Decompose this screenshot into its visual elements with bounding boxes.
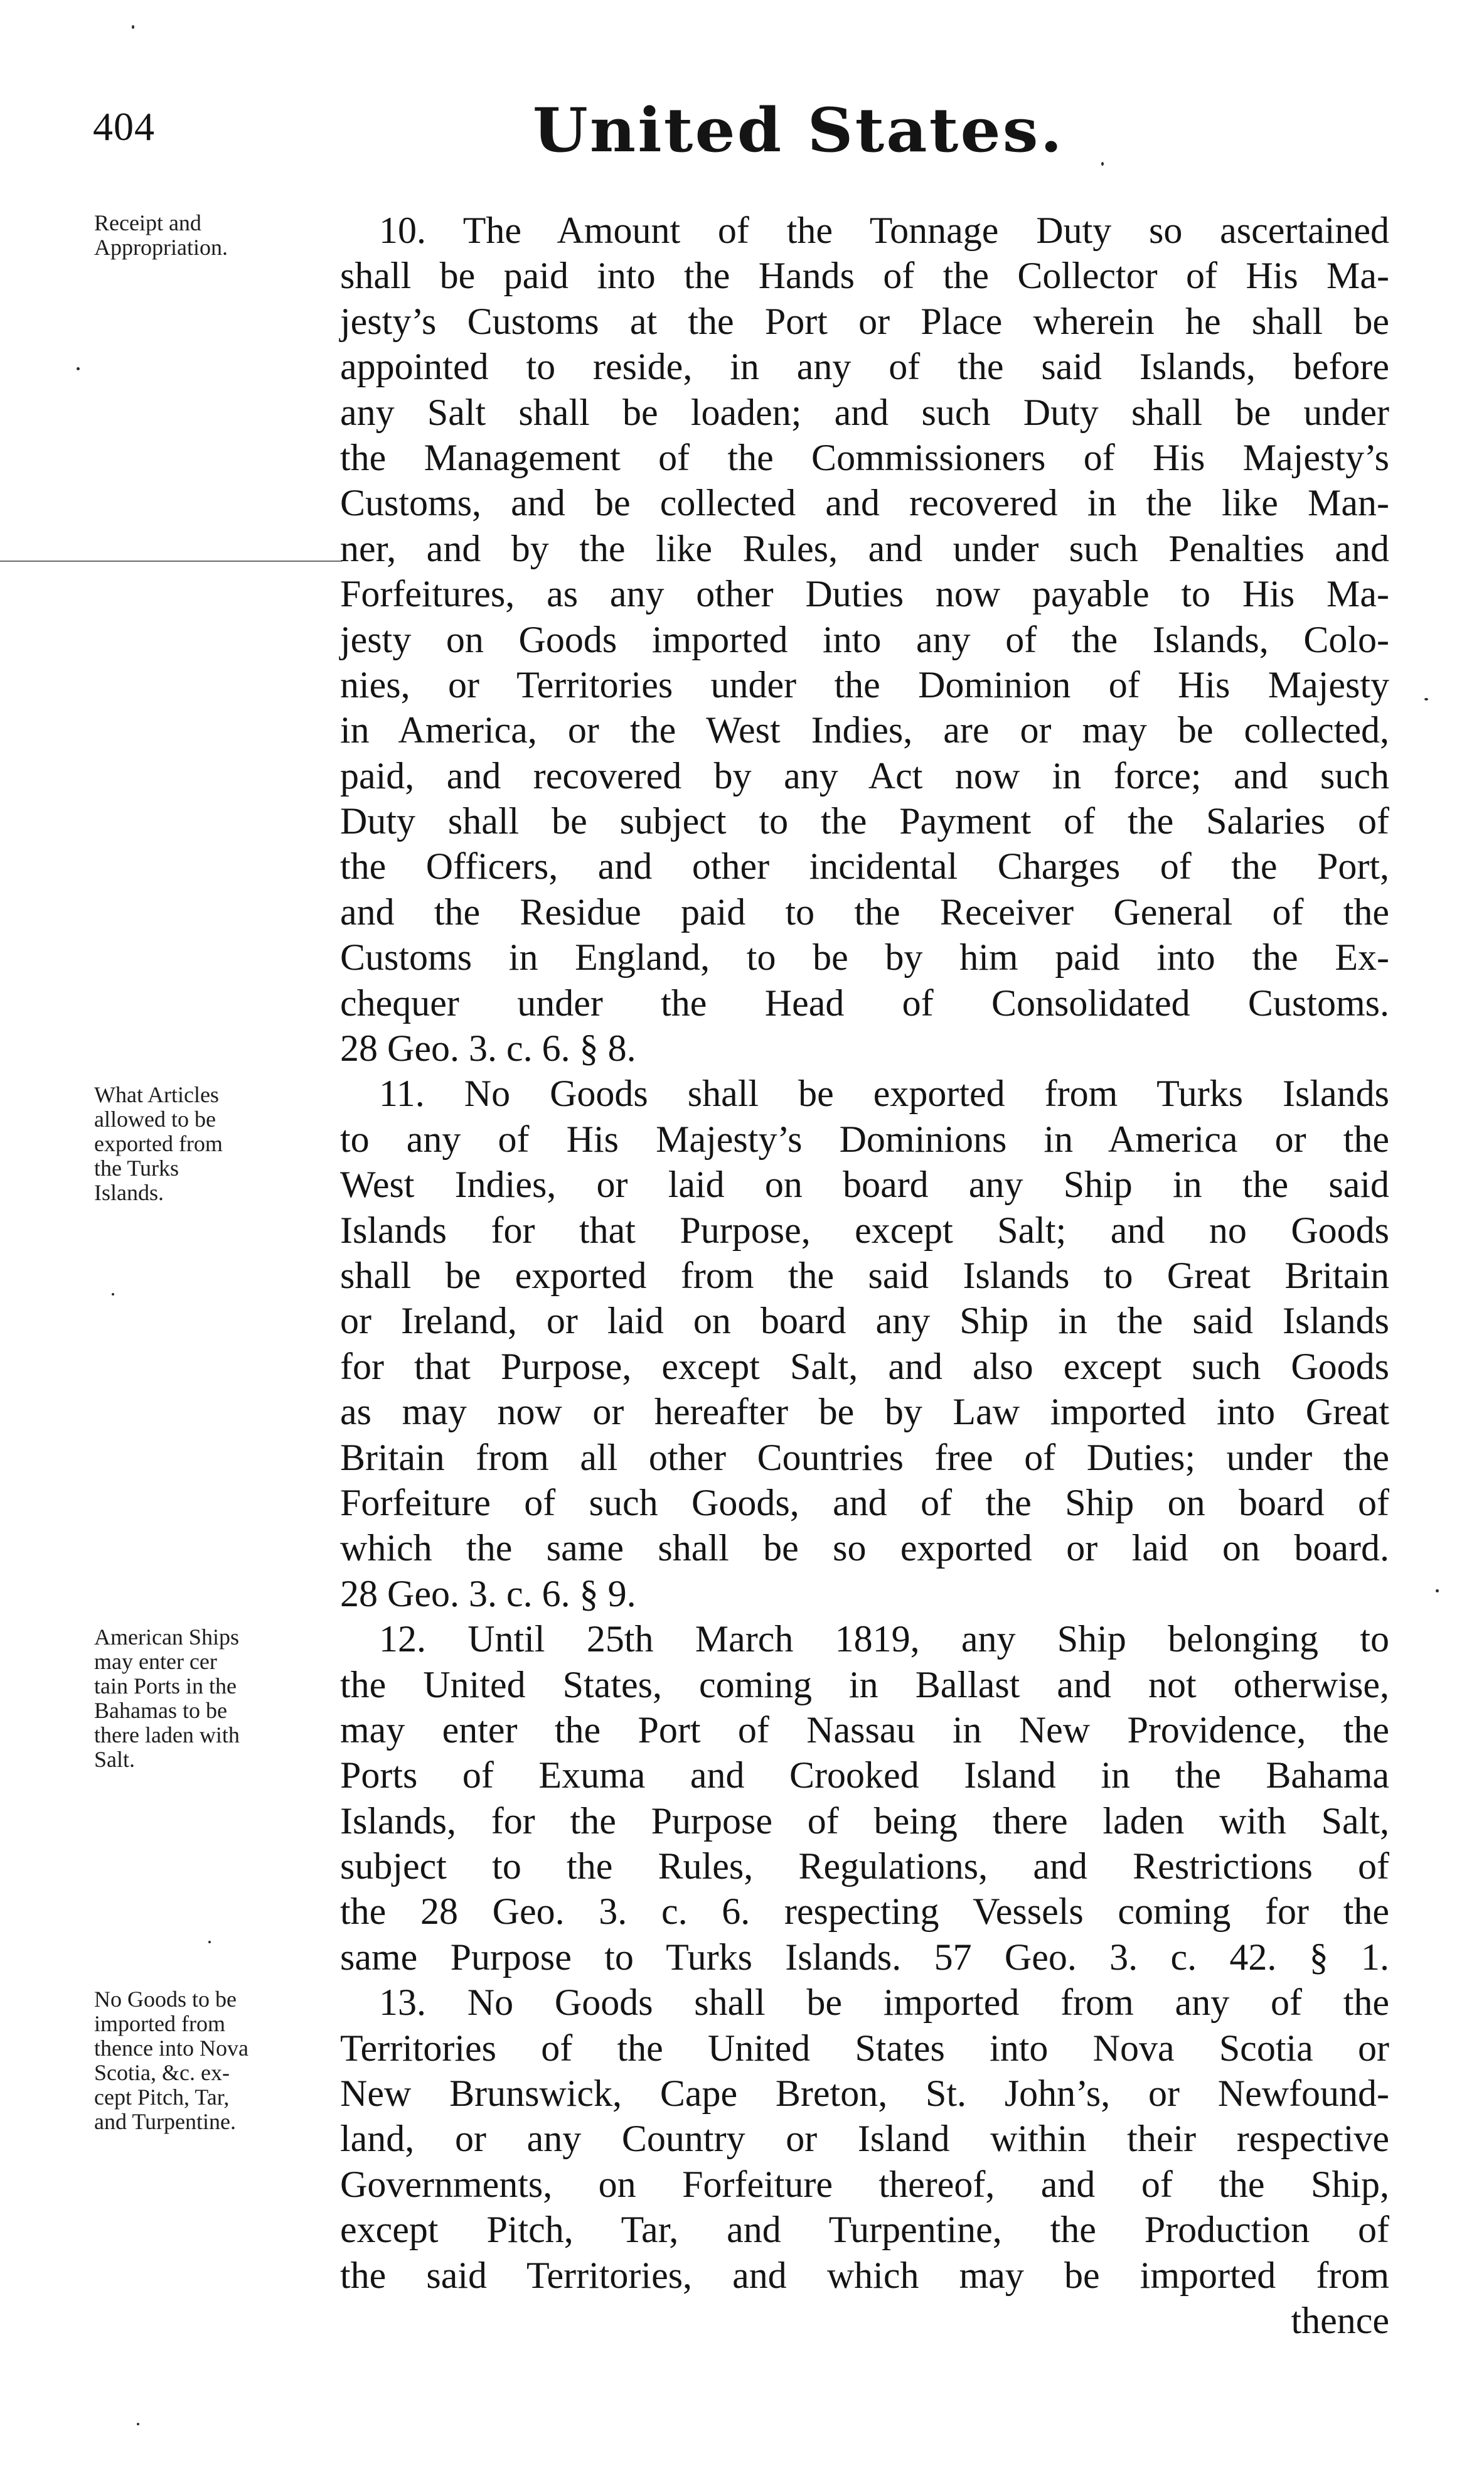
margin-note-line: Salt.: [94, 1747, 136, 1772]
margin-note-line: and Turpentine.: [94, 2109, 237, 2134]
body-line: except Pitch, Tar, and Turpentine, the Production of: [340, 2209, 1389, 2251]
body-line: for that Purpose, except Salt, and also except such Goods: [340, 1345, 1389, 1387]
margin-note-line: Receipt and: [94, 210, 201, 235]
margin-note-line: there laden with: [94, 1722, 240, 1747]
body-line: 10. The Amount of the Tonnage Duty so ascertained: [379, 210, 1389, 251]
body-line: the United States, coming in Ballast and not otherwise,: [340, 1663, 1389, 1705]
body-line: subject to the Rules, Regulations, and Restrictions of: [340, 1845, 1389, 1887]
margin-note-line: allowed to be: [94, 1107, 216, 1132]
body-line: 28 Geo. 3. c. 6. § 9.: [340, 1572, 636, 1614]
margin-note-no-goods: [94, 1987, 333, 2134]
body-line: jesty on Goods imported into any of the Islands, Colo-: [340, 618, 1389, 660]
body-line: nies, or Territories under the Dominion of His Majesty: [340, 663, 1389, 706]
body-line: paid, and recovered by any Act now in force; and such: [340, 754, 1389, 797]
margin-note-line: may enter cer: [94, 1649, 217, 1674]
body-line: Islands, for the Purpose of being there laden with Salt,: [340, 1800, 1389, 1842]
margin-note-line: tain Ports in the: [94, 1673, 237, 1698]
body-line: Duty shall be subject to the Payment of the Salaries of: [340, 800, 1389, 842]
body-line: 12. Until 25th March 1819, any Ship belonging to: [379, 1618, 1389, 1660]
margin-note-line: No Goods to be: [94, 1987, 237, 2012]
page-number: 404: [93, 104, 155, 149]
body-line: same Purpose to Turks Islands. 57 Geo. 3. c. 42. § 1.: [340, 1936, 1389, 1978]
body-line: as may now or hereafter be by Law imported into Great: [340, 1391, 1389, 1433]
print-speck: [112, 1293, 114, 1296]
body-line: shall be paid into the Hands of the Collector of His Ma-: [340, 255, 1389, 297]
print-speck: [1101, 162, 1104, 166]
body-line: land, or any Country or Island within their respective: [340, 2118, 1389, 2160]
body-line: Customs in England, to be by him paid into the Ex-: [340, 936, 1389, 979]
body-line: Britain from all other Countries free of Duties; under the: [340, 1436, 1389, 1478]
body-line: Forfeiture of such Goods, and of the Ship on board of: [340, 1481, 1389, 1523]
print-speck: [1436, 1589, 1439, 1592]
print-speck: [137, 2423, 139, 2425]
body-line: or Ireland, or laid on board any Ship in the said Islands: [340, 1300, 1389, 1342]
margin-note-articles: [94, 1083, 333, 1205]
margin-note-line: Islands.: [94, 1180, 164, 1205]
body-line: 28 Geo. 3. c. 6. § 8.: [340, 1028, 636, 1070]
body-line: Territories of the United States into Nova Scotia or: [340, 2027, 1389, 2069]
body-line: New Brunswick, Cape Breton, St. John’s, or Newfound-: [340, 2073, 1389, 2115]
margin-note-receipt: [94, 211, 333, 260]
body-line: Forfeitures, as any other Duties now payable to His Ma-: [340, 573, 1389, 615]
margin-note-line: Appropriation.: [94, 235, 228, 260]
body-text: [340, 208, 1389, 2343]
margin-note-line: exported from: [94, 1131, 223, 1156]
body-line: the Management of the Commissioners of His Majesty’s: [340, 436, 1389, 478]
print-speck: [132, 25, 134, 29]
body-line: which the same shall be so exported or laid on board.: [340, 1527, 1389, 1569]
margin-note-line: thence into Nova: [94, 2036, 248, 2061]
body-line: Governments, on Forfeiture thereof, and of the Ship,: [340, 2163, 1389, 2205]
body-line: jesty’s Customs at the Port or Place wherein he shall be: [340, 300, 1389, 342]
body-line: the said Territories, and which may be imported from: [340, 2254, 1389, 2296]
body-line: the 28 Geo. 3. c. 6. respecting Vessels coming for the: [340, 1891, 1389, 1933]
body-line: ner, and by the like Rules, and under such Penalties and: [340, 527, 1389, 569]
print-speck: [1424, 698, 1428, 700]
print-speck: [208, 1941, 211, 1943]
body-line: the Officers, and other incidental Charges of the Port,: [340, 845, 1389, 888]
body-line: Ports of Exuma and Crooked Island in the Bahama: [340, 1754, 1389, 1796]
body-line: West Indies, or laid on board any Ship in the said: [340, 1164, 1389, 1206]
margin-note-line: imported from: [94, 2011, 225, 2036]
body-line: 13. No Goods shall be imported from any of the: [379, 1982, 1389, 2024]
body-line: appointed to reside, in any of the said Islands, before: [340, 346, 1389, 388]
body-line: shall be exported from the said Islands to Great Britain: [340, 1254, 1389, 1296]
print-speck: [77, 367, 80, 370]
body-line: may enter the Port of Nassau in New Providence, the: [340, 1709, 1389, 1751]
body-line: Customs, and be collected and recovered in the like Man-: [340, 482, 1389, 524]
body-line: chequer under the Head of Consolidated Customs.: [340, 982, 1389, 1024]
body-line: and the Residue paid to the Receiver General of the: [340, 891, 1389, 933]
running-title-text: United States.: [532, 95, 1065, 166]
running-title: [0, 95, 1484, 166]
body-line: Islands for that Purpose, except Salt; and no Goods: [340, 1209, 1389, 1251]
margin-note-line: Scotia, &c. ex-: [94, 2060, 230, 2085]
margin-note-line: Bahamas to be: [94, 1698, 227, 1723]
margin-note-line: American Ships: [94, 1624, 239, 1650]
margin-note-american-ships: [94, 1625, 333, 1772]
body-line: thence: [1291, 2299, 1389, 2341]
margin-note-line: What Articles: [94, 1082, 219, 1107]
body-line: in America, or the West Indies, are or may be collected,: [340, 709, 1389, 751]
horizontal-rule: [0, 561, 342, 562]
margin-note-line: the Turks: [94, 1156, 179, 1181]
margin-note-line: cept Pitch, Tar,: [94, 2085, 230, 2110]
body-line: 11. No Goods shall be exported from Turks Islands: [379, 1073, 1389, 1115]
body-line: any Salt shall be loaden; and such Duty shall be under: [340, 391, 1389, 433]
body-line: to any of His Majesty’s Dominions in America or the: [340, 1118, 1389, 1160]
